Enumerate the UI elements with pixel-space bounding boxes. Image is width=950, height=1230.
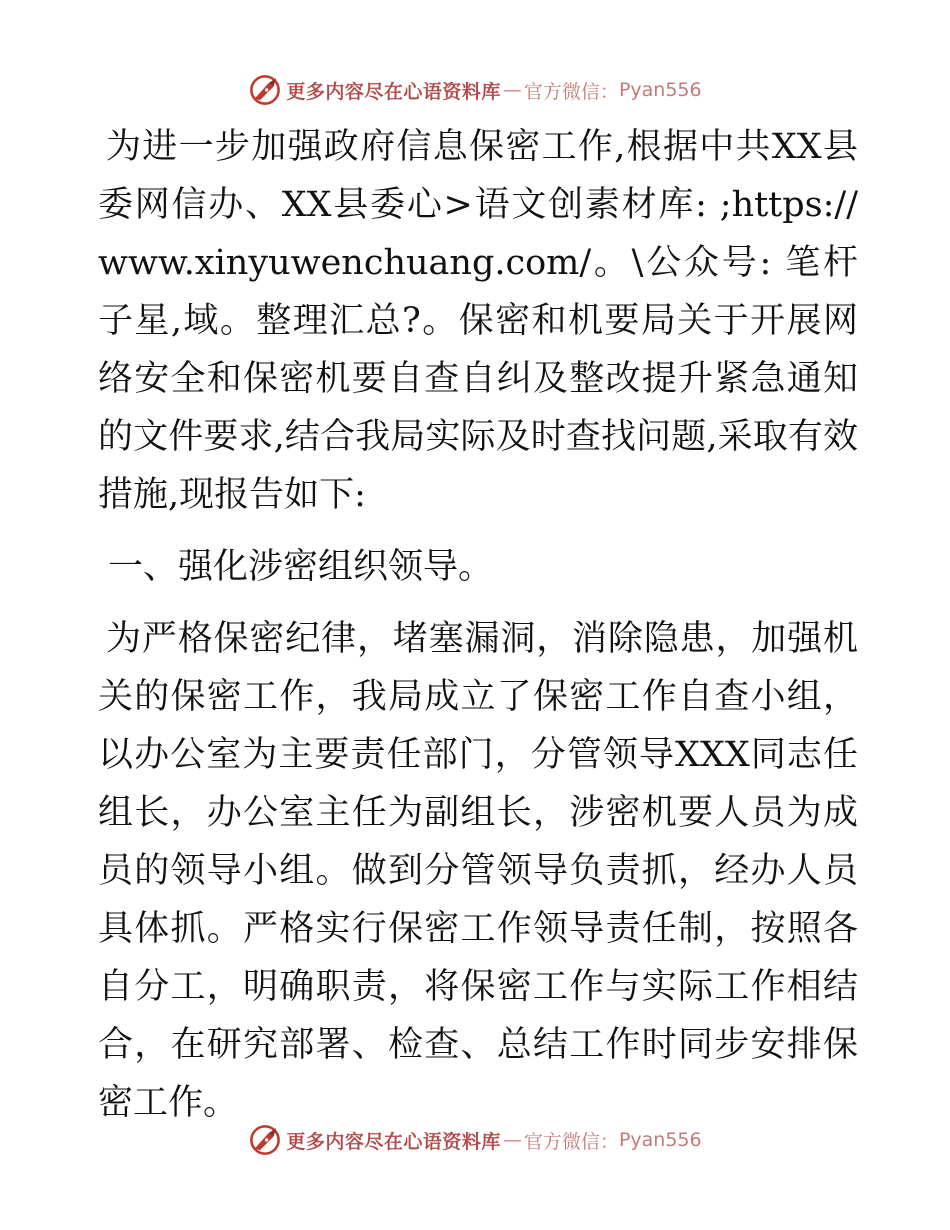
pen-nib-circle-logo-icon	[248, 1123, 282, 1157]
banner-separator: —	[502, 79, 522, 101]
pen-nib-circle-logo-icon	[248, 73, 282, 107]
paragraph-intro: 为进一步加强政府信息保密工作,根据中共XX县委网信办、XX县委心>语文创素材库: ;https://www.xinyuwenchuang.com/。\公众号: 笔杆子星,域。整理汇总?。保密和机要局关于开展网络安全和保密机要自查自纠及整改提升紧急通知的文件要求,结合我局实际及时查找问题,采取有效措施,现报告如下:	[98, 127, 858, 515]
document-body	[98, 118, 858, 1132]
paragraph-section-1: 为严格保密纪律，堵塞漏洞，消除隐患，加强机关的保密工作，我局成立了保密工作自查小组，以办公室为主要责任部门，分管领导XXX同志任组长，办公室主任为副组长，涉密机要人员为成员的领导小组。做到分管领导负责抓，经办人员具体抓。严格实行保密工作领导责任制，按照各自分工，明确职责，将保密工作与实际工作相结合，在研究部署、检查、总结工作时同步安排保密工作。	[98, 619, 858, 1123]
banner-wechat-id: Pyan556	[618, 1129, 702, 1151]
section-heading: 一、强化涉密组织领导。	[108, 547, 494, 587]
banner-wechat-id: Pyan556	[618, 79, 702, 101]
banner-separator: —	[502, 1129, 522, 1151]
banner-title: 更多内容尽在心语资料库	[286, 1130, 501, 1153]
banner-subtitle: 官方微信：	[523, 1130, 619, 1153]
banner-title: 更多内容尽在心语资料库	[286, 80, 501, 103]
footer-banner	[0, 1120, 950, 1160]
banner-subtitle: 官方微信：	[523, 80, 619, 103]
header-banner	[0, 70, 950, 110]
